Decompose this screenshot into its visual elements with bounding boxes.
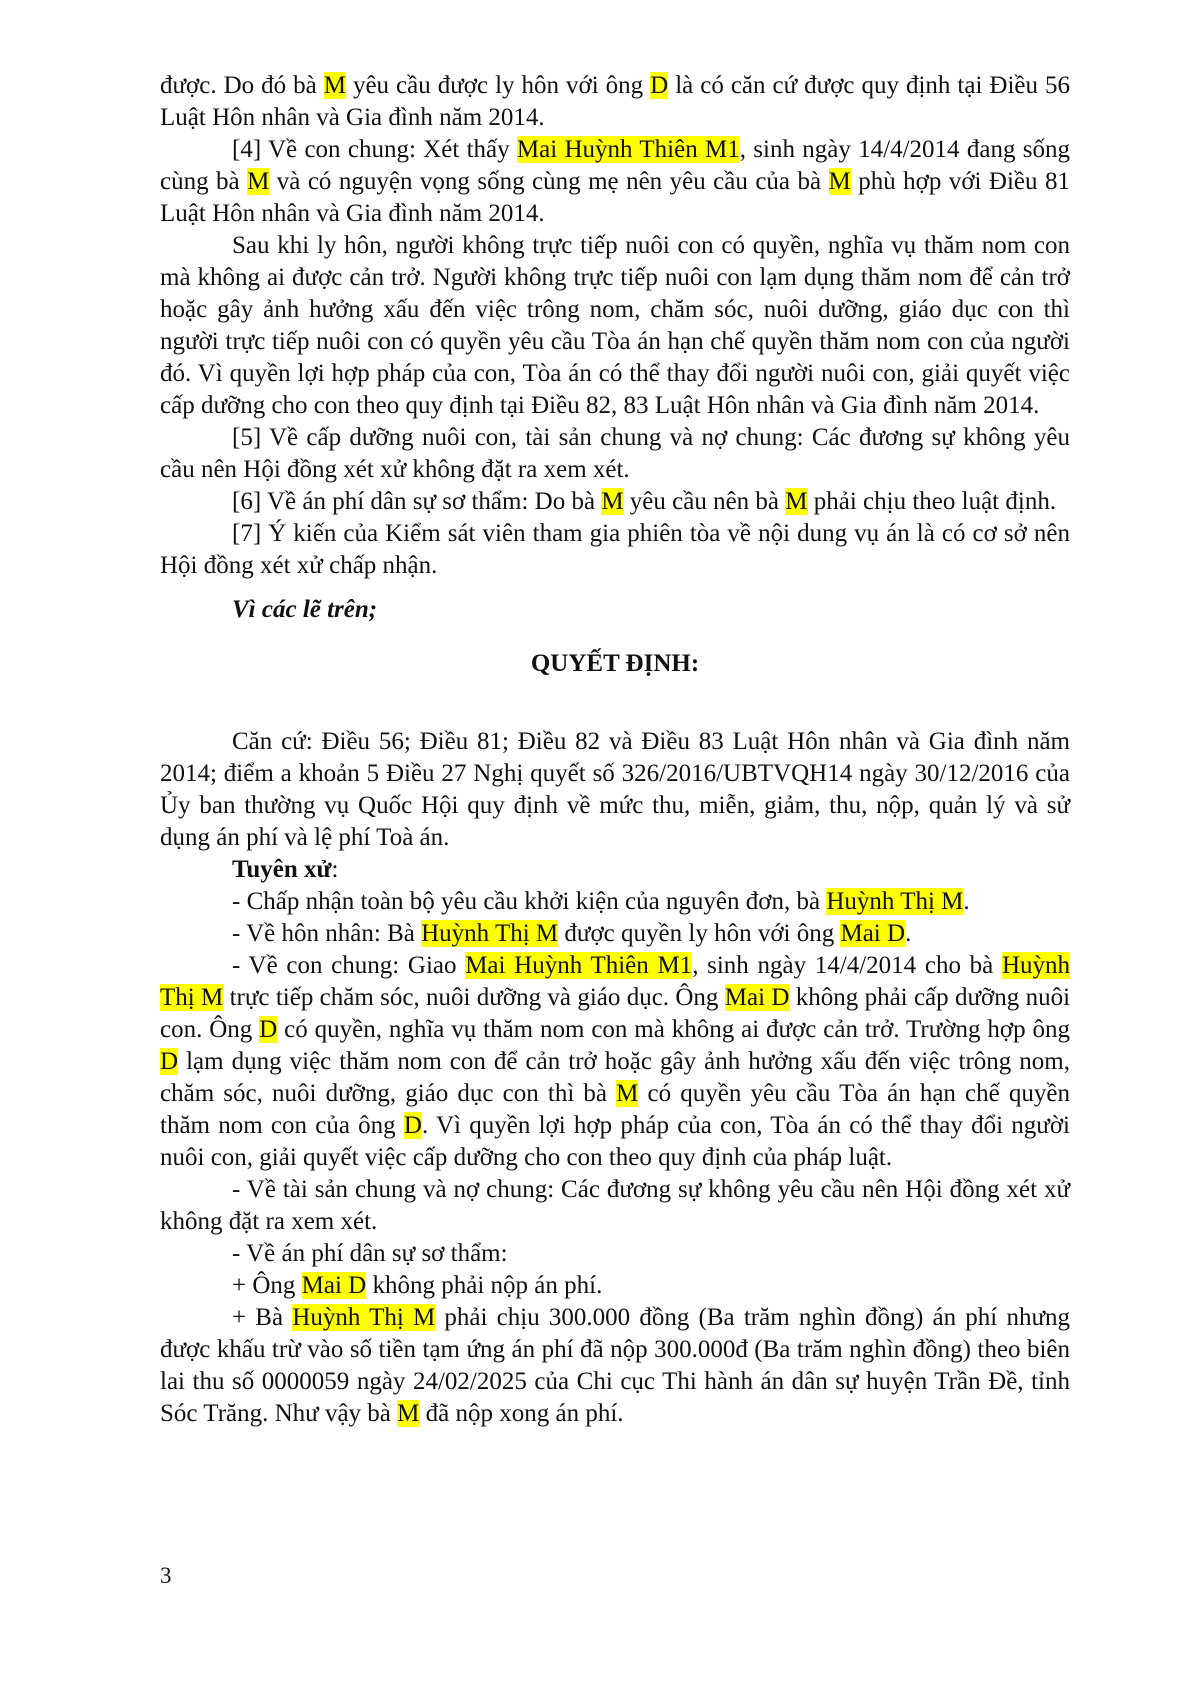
highlighted-name: Mai Huỳnh Thiên M1 bbox=[465, 952, 693, 979]
reason-line: Vì các lẽ trên; bbox=[232, 596, 378, 623]
highlighted-name: Huỳnh Thị M bbox=[421, 920, 559, 947]
highlighted-name: M bbox=[601, 488, 624, 515]
paragraph-visitation-rights: Sau khi ly hôn, người không trực tiếp nuôi con có quyền, nghĩa vụ thăm nom con mà không ai được cản trở. Người không trực tiếp nuôi con lạm dụng thăm nom để cản trở hoặc gây ảnh hưởng xấu đến việc trông nom, chăm sóc, nuôi dưỡng, giáo dục con thì người trực tiếp nuôi con có quyền yêu cầu Tòa án hạn chế quyền thăm nom con của người đó. Vì quyền lợi hợp pháp của con, Tòa án có thể thay đổi người nuôi con, giải quyết việc cấp dưỡng cho con theo quy định tại Điều 82, 83 Luật Hôn nhân và Gia đình năm 2014. bbox=[160, 232, 1070, 419]
page-number: 3 bbox=[160, 1563, 172, 1588]
text-segment: [4] Về con chung: Xét thấy bbox=[232, 136, 517, 163]
paragraph-fee-defendant bbox=[160, 1270, 1070, 1302]
text-segment: phải chịu theo luật định. bbox=[807, 488, 1057, 515]
text-segment: - Chấp nhận toàn bộ yêu cầu khởi kiện của nguyên đơn, bà bbox=[232, 888, 827, 915]
text-segment: và có nguyện vọng sống cùng mẹ nên yêu cầu của bà bbox=[269, 168, 829, 195]
text-segment: yêu cầu được ly hôn với ông bbox=[345, 72, 651, 99]
text-segment: + Ông bbox=[232, 1272, 302, 1299]
paragraph-support-property: [5] Về cấp dưỡng nuôi con, tài sản chung và nợ chung: Các đương sự không yêu cầu nên Hội đồng xét xử không đặt ra xem xét. bbox=[160, 424, 1070, 483]
highlighted-name: D bbox=[650, 72, 669, 99]
verdict-label: Tuyên xử bbox=[232, 856, 332, 883]
paragraph-common-child bbox=[160, 134, 1070, 230]
highlighted-name: D bbox=[259, 1016, 278, 1043]
text-segment: có quyền, nghĩa vụ thăm nom con mà không ai được cản trở. Trường hợp ông bbox=[277, 1016, 1070, 1043]
text-segment: . Vì quyền lợi hợp pháp của con, Tòa án có thể thay đổi người nuôi con, giải quyết việc cấp dưỡng cho con theo quy định của pháp luật. bbox=[160, 1112, 1070, 1171]
text-segment: được quyền ly hôn với ông bbox=[558, 920, 841, 947]
highlighted-name: Huỳnh Thị M bbox=[292, 1304, 436, 1331]
decision-heading: QUYẾT ĐỊNH: bbox=[530, 650, 700, 677]
paragraph-property-debt: - Về tài sản chung và nợ chung: Các đương sự không yêu cầu nên Hội đồng xét xử không đặt ra xem xét. bbox=[160, 1176, 1070, 1235]
highlighted-name: Mai Huỳnh Thiên M1 bbox=[516, 136, 740, 163]
verdict-label-line bbox=[160, 854, 1070, 886]
text-segment: . bbox=[963, 888, 970, 915]
highlighted-name: Mai D bbox=[840, 920, 906, 947]
highlighted-name: Mai D bbox=[724, 984, 790, 1011]
text-segment: có quyền yêu cầu Tòa án hạn chế quyền thăm nom con của ông bbox=[160, 1080, 1070, 1139]
text-segment: + Bà bbox=[232, 1304, 293, 1331]
text-segment: đã nộp xong án phí. bbox=[419, 1400, 624, 1427]
paragraph-accept-claim bbox=[160, 886, 1070, 918]
paragraph-fee-heading: - Về án phí dân sự sơ thẩm: bbox=[232, 1240, 508, 1267]
text-segment: , sinh ngày 14/4/2014 đang sống cùng bà bbox=[160, 136, 1070, 195]
highlighted-name: M bbox=[785, 488, 808, 515]
text-segment: , sinh ngày 14/4/2014 cho bà bbox=[692, 952, 1002, 979]
paragraph-custody bbox=[160, 950, 1070, 1174]
document-page bbox=[160, 70, 1070, 1430]
highlighted-name: M bbox=[247, 168, 270, 195]
highlighted-name: D bbox=[403, 1112, 422, 1139]
paragraph-divorce-basis bbox=[160, 70, 1070, 134]
text-segment: . bbox=[905, 920, 912, 947]
text-segment: không phải cấp dưỡng nuôi con. Ông bbox=[160, 984, 1071, 1043]
highlighted-name: M bbox=[397, 1400, 420, 1427]
paragraph-prosecutor-opinion: [7] Ý kiến của Kiểm sát viên tham gia phiên tòa về nội dung vụ án là có cơ sở nên Hội đồng xét xử chấp nhận. bbox=[160, 520, 1070, 579]
text-segment: phải chịu 300.000 đồng (Ba trăm nghìn đồng) án phí nhưng được khấu trừ vào số tiền tạm ứng án phí đã nộp 300.000đ (Ba trăm nghìn đồng) theo biên lai thu số 0000059 ngày 24/02/2025 của Chi cục Thi hành án dân sự huyện Trần Đề, tỉnh Sóc Trăng. Như vậy bà bbox=[160, 1304, 1070, 1427]
highlighted-name: Mai D bbox=[301, 1272, 367, 1299]
paragraph-court-fee bbox=[160, 486, 1070, 518]
text-segment: [6] Về án phí dân sự sơ thẩm: Do bà bbox=[232, 488, 602, 515]
highlighted-name: M bbox=[323, 72, 346, 99]
paragraph-marriage bbox=[160, 918, 1070, 950]
text-segment: - Về hôn nhân: Bà bbox=[232, 920, 422, 947]
text-segment: là có căn cứ được quy định tại Điều 56 Luật Hôn nhân và Gia đình năm 2014. bbox=[160, 72, 1070, 131]
highlighted-name: Huỳnh Thị M bbox=[826, 888, 964, 915]
text-segment: được. Do đó bà bbox=[160, 72, 324, 99]
text-segment: lạm dụng việc thăm nom con để cản trở hoặc gây ảnh hưởng xấu đến việc trông nom, chăm sóc, nuôi dưỡng, giáo dục con thì bà bbox=[160, 1048, 1070, 1107]
highlighted-name: Huỳnh Thị M bbox=[160, 952, 1070, 1011]
text-segment: không phải nộp án phí. bbox=[366, 1272, 603, 1299]
text-segment: trực tiếp chăm sóc, nuôi dưỡng và giáo dục. Ông bbox=[223, 984, 725, 1011]
paragraph-fee-plaintiff bbox=[160, 1302, 1070, 1430]
highlighted-name: D bbox=[160, 1048, 179, 1075]
text-segment: : bbox=[331, 856, 339, 883]
paragraph-legal-basis: Căn cứ: Điều 56; Điều 81; Điều 82 và Điều 83 Luật Hôn nhân và Gia đình năm 2014; điểm a khoản 5 Điều 27 Nghị quyết số 326/2016/UBTVQH14 ngày 30/12/2016 của Ủy ban thường vụ Quốc Hội quy định về mức thu, miễn, giảm, thu, nộp, quản lý và sử dụng án phí và lệ phí Toà án. bbox=[160, 728, 1070, 851]
text-segment: - Về con chung: Giao bbox=[232, 952, 466, 979]
text-segment: yêu cầu nên bà bbox=[623, 488, 786, 515]
highlighted-name: M bbox=[616, 1080, 639, 1107]
text-segment: phù hợp với Điều 81 Luật Hôn nhân và Gia đình năm 2014. bbox=[160, 168, 1070, 227]
highlighted-name: M bbox=[828, 168, 851, 195]
